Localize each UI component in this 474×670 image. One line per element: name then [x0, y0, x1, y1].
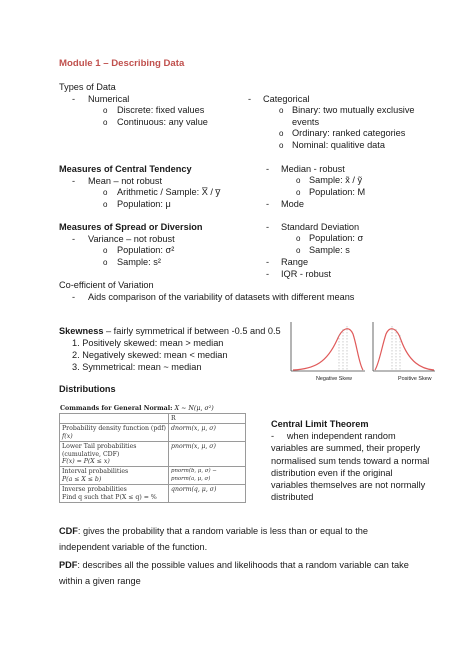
cdf-text: : gives the probability that a random variable is less than or equal to the independent variable of the function. — [59, 526, 368, 552]
row-label: Interval probabilities — [62, 468, 129, 476]
clt-text: when independent random variables are summed, their properly normalised sum tends toward a normal distribution even if the original variables themselves are not normally distributed — [271, 431, 430, 503]
variance-label: Variance – not robust — [88, 234, 175, 244]
table-title-text: Commands for General Normal: — [60, 405, 173, 412]
binary-label: Binary: two mutually exclusive — [292, 105, 415, 115]
bullet-marker: o — [296, 188, 301, 197]
median-sample-label: Sample: x̃ / ỹ — [309, 175, 363, 185]
table-cell — [60, 442, 169, 467]
dash-marker: - — [72, 94, 76, 104]
dash-marker: - — [271, 431, 287, 442]
continuous-label: Continuous: any value — [117, 117, 208, 127]
row-formula: P(a ≤ X ≤ b) — [62, 475, 102, 483]
r-command: dnorm(x, μ, σ) — [169, 424, 246, 442]
table-title — [60, 405, 214, 412]
clt-block — [271, 418, 431, 503]
arithmetic-label: Arithmetic / Sample: X̅ / y̅ — [117, 187, 221, 197]
table-cell — [60, 467, 169, 485]
pdf-text: : describes all the possible values and likelihoods that a random variable can take within a given range — [59, 560, 409, 586]
normal-commands-table — [59, 413, 246, 503]
dash-marker: - — [72, 176, 76, 186]
skew-item: 3. Symmetrical: mean ~ median — [72, 362, 202, 372]
iqr-label: IQR - robust — [281, 269, 332, 279]
table-header-row — [60, 414, 246, 424]
nominal-label: Nominal: qualitive data — [292, 140, 385, 150]
central-heading: Measures of Central Tendency — [59, 164, 192, 174]
dash-marker: - — [266, 164, 270, 174]
positive-skew-curve — [375, 329, 434, 370]
bullet-marker: o — [279, 129, 284, 138]
skewness-heading: Skewness — [59, 326, 104, 336]
sample-var-label: Sample: s² — [117, 257, 161, 267]
table-title-math: X ∼ N(μ, σ²) — [174, 405, 214, 412]
cdf-label: CDF — [59, 526, 78, 536]
dash-marker: - — [72, 292, 76, 302]
cdf-paragraph — [59, 524, 419, 555]
mode-label: Mode — [281, 199, 304, 209]
skewness-desc: – fairly symmetrical if between -0.5 and 0.5 — [103, 326, 281, 336]
population-mu-label: Population: μ — [117, 199, 171, 209]
r-command: pnorm(x, μ, σ) — [169, 442, 246, 467]
median-pop-label: Population: M — [309, 187, 366, 197]
dash-marker: - — [266, 257, 270, 267]
bullet-marker: o — [103, 246, 108, 255]
skew-item: 2. Negatively skewed: mean < median — [72, 350, 228, 360]
cov-description: Aids comparison of the variability of datasets with different means — [88, 292, 355, 302]
bullet-marker: o — [103, 106, 108, 115]
positive-skew-label: Positive Skew — [398, 376, 432, 382]
negative-skew-diagram — [291, 322, 365, 371]
row-formula: f(x) — [62, 432, 73, 440]
spread-heading: Measures of Spread or Diversion — [59, 222, 203, 232]
negative-skew-curve — [293, 329, 363, 370]
table-row — [60, 442, 246, 467]
table-cell — [60, 485, 169, 503]
column-header-r: R — [169, 414, 246, 424]
dash-marker: - — [266, 269, 270, 279]
ordinal-label: Ordinary: ranked categories — [292, 128, 406, 138]
r-command: qnorm(q, μ, σ) — [169, 485, 246, 503]
bullet-marker: o — [103, 200, 108, 209]
mean-label: Mean – not robust — [88, 176, 163, 186]
row-label: Lower Tail probabilities — [62, 443, 137, 451]
distributions-heading: Distributions — [59, 384, 116, 394]
pdf-paragraph — [59, 558, 419, 589]
negative-skew-label: Negative Skew — [316, 376, 352, 382]
clt-body — [271, 430, 431, 503]
categorical-label: Categorical — [263, 94, 310, 104]
table-cell — [60, 424, 169, 442]
r-command: pnorm(b, μ, σ) − pnorm(a, μ, σ) — [169, 467, 246, 485]
bullet-marker: o — [279, 141, 284, 150]
numerical-label: Numerical — [88, 94, 130, 104]
dash-marker: - — [266, 222, 270, 232]
row-formula: Find q such that P(X ≤ q) = % — [62, 493, 157, 501]
positive-skew-diagram — [373, 322, 435, 371]
bullet-marker: o — [103, 258, 108, 267]
row-formula: F(x) = P(X ≤ x) — [62, 458, 110, 466]
table-row — [60, 424, 246, 442]
skewness-line — [59, 326, 281, 337]
dash-marker: - — [72, 234, 76, 244]
row-label: Inverse probabilities — [62, 486, 127, 494]
types-heading: Types of Data — [59, 82, 116, 92]
bullet-marker: o — [296, 234, 301, 243]
table-row — [60, 485, 246, 503]
cov-heading: Co-efficient of Variation — [59, 280, 154, 290]
table-row — [60, 467, 246, 485]
row-label-cont: (cumulative, CDF) — [62, 450, 120, 458]
dash-marker: - — [266, 199, 270, 209]
bullet-marker: o — [279, 106, 284, 115]
bullet-marker: o — [296, 246, 301, 255]
table-cell — [60, 414, 169, 424]
population-var-label: Population: σ² — [117, 245, 175, 255]
binary-label-cont: events — [292, 117, 320, 127]
median-label: Median - robust — [281, 164, 345, 174]
sd-label: Standard Deviation — [281, 222, 360, 232]
bullet-marker: o — [296, 176, 301, 185]
page-title: Module 1 – Describing Data — [59, 58, 185, 69]
range-label: Range — [281, 257, 309, 267]
pdf-label: PDF — [59, 560, 78, 570]
sd-pop-label: Population: σ — [309, 233, 364, 243]
sd-sample-label: Sample: s — [309, 245, 350, 255]
clt-heading: Central Limit Theorem — [271, 419, 369, 429]
discrete-label: Discrete: fixed values — [117, 105, 205, 115]
row-label: Probability density function (pdf) — [62, 425, 166, 433]
bullet-marker: o — [103, 118, 108, 127]
skew-item: 1. Positively skewed: mean > median — [72, 338, 224, 348]
dash-marker: - — [248, 94, 252, 104]
bullet-marker: o — [103, 188, 108, 197]
